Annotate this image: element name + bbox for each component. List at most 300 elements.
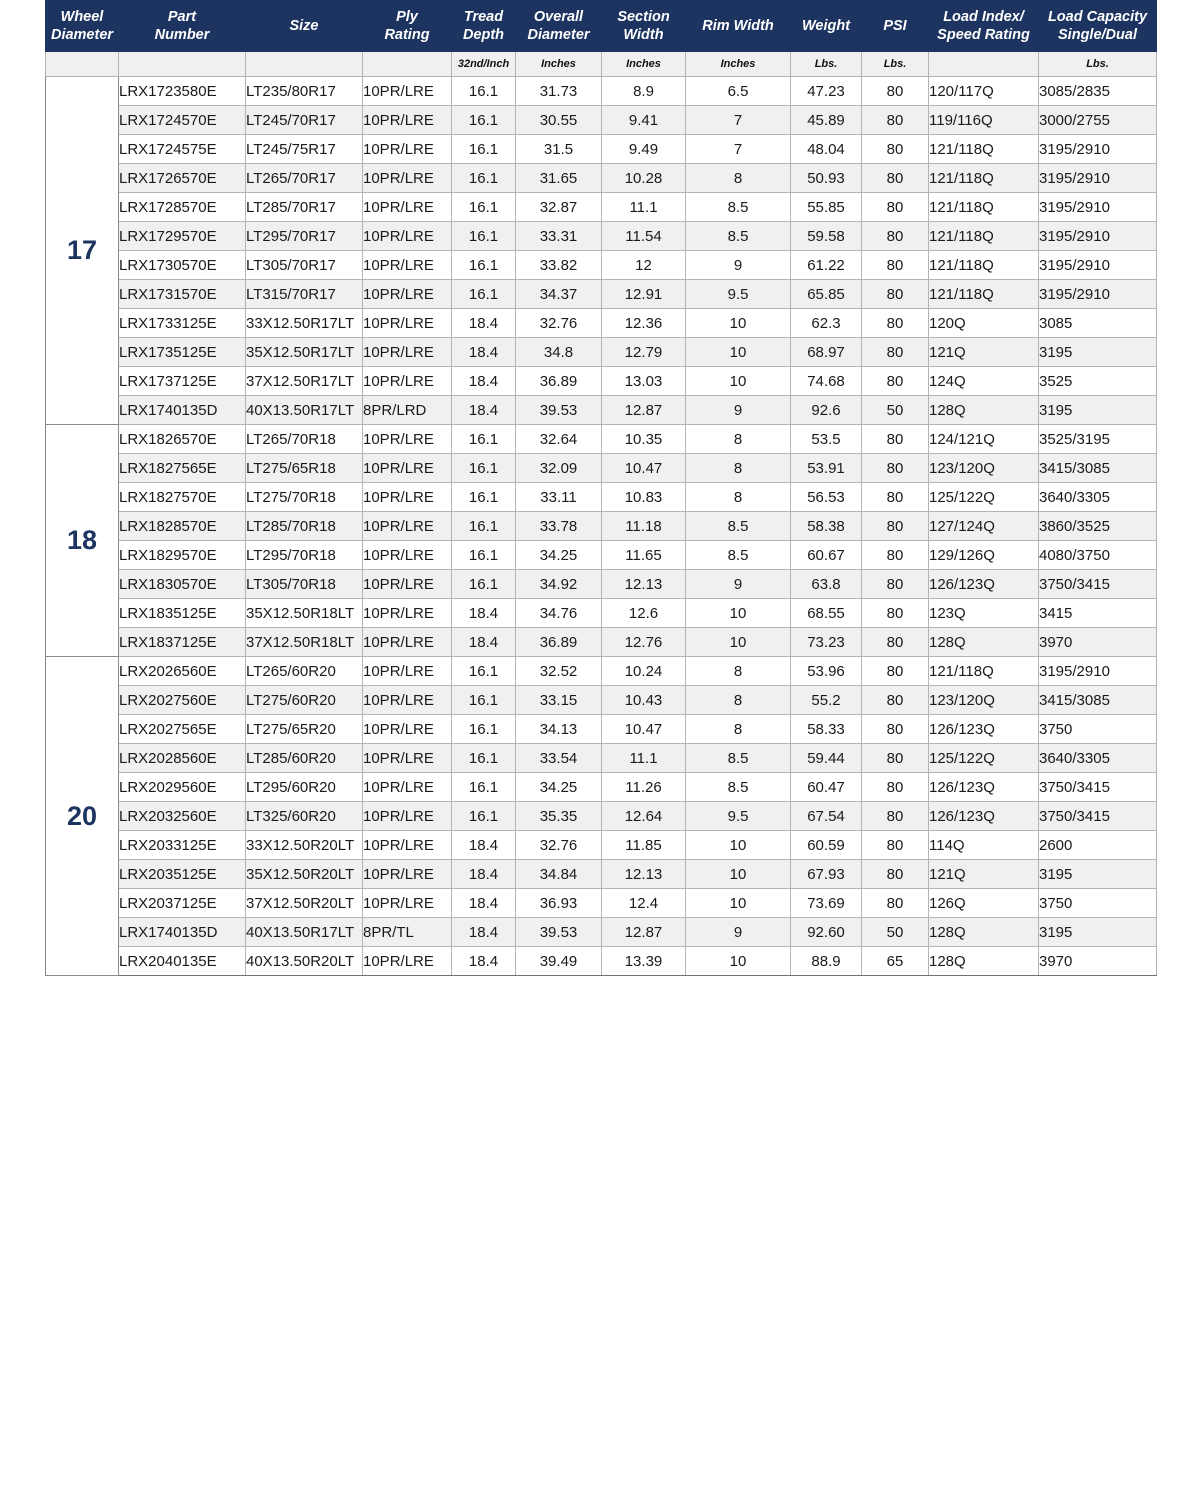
table-row bbox=[46, 512, 1157, 541]
cell-rim-width: 8.5 bbox=[686, 541, 791, 570]
cell-ply-rating: 10PR/LRE bbox=[363, 251, 452, 280]
cell-part-number: LRX1729570E bbox=[119, 222, 246, 251]
cell-size: 40X13.50R20LT bbox=[246, 947, 363, 976]
cell-overall-diameter: 31.73 bbox=[516, 77, 602, 106]
cell-weight: 73.69 bbox=[791, 889, 862, 918]
cell-ply-rating: 10PR/LRE bbox=[363, 280, 452, 309]
cell-size: 40X13.50R17LT bbox=[246, 396, 363, 425]
table-row bbox=[46, 77, 1157, 106]
cell-ply-rating: 8PR/TL bbox=[363, 918, 452, 947]
cell-part-number: LRX1737125E bbox=[119, 367, 246, 396]
cell-weight: 59.44 bbox=[791, 744, 862, 773]
cell-ply-rating: 10PR/LRE bbox=[363, 686, 452, 715]
cell-tread-depth: 18.4 bbox=[452, 918, 516, 947]
cell-psi: 80 bbox=[862, 860, 929, 889]
cell-weight: 53.5 bbox=[791, 425, 862, 454]
cell-size: LT285/70R17 bbox=[246, 193, 363, 222]
cell-load-capacity: 3415/3085 bbox=[1039, 686, 1157, 715]
cell-load-capacity: 3640/3305 bbox=[1039, 744, 1157, 773]
cell-psi: 80 bbox=[862, 802, 929, 831]
cell-load-index: 120Q bbox=[929, 309, 1039, 338]
col-header-overall-diameter: Overall Diameter bbox=[516, 1, 602, 52]
cell-section-width: 12.6 bbox=[602, 599, 686, 628]
cell-tread-depth: 18.4 bbox=[452, 889, 516, 918]
cell-tread-depth: 16.1 bbox=[452, 570, 516, 599]
cell-load-index: 121/118Q bbox=[929, 657, 1039, 686]
cell-weight: 65.85 bbox=[791, 280, 862, 309]
cell-overall-diameter: 33.15 bbox=[516, 686, 602, 715]
header-row bbox=[46, 1, 1157, 52]
cell-load-capacity: 3195/2910 bbox=[1039, 251, 1157, 280]
cell-overall-diameter: 32.87 bbox=[516, 193, 602, 222]
cell-psi: 80 bbox=[862, 599, 929, 628]
cell-load-index: 121/118Q bbox=[929, 135, 1039, 164]
wheel-diameter-group-label: 17 bbox=[46, 77, 119, 425]
cell-overall-diameter: 32.09 bbox=[516, 454, 602, 483]
cell-ply-rating: 10PR/LRE bbox=[363, 512, 452, 541]
cell-overall-diameter: 39.53 bbox=[516, 396, 602, 425]
cell-part-number: LRX1730570E bbox=[119, 251, 246, 280]
table-row bbox=[46, 106, 1157, 135]
cell-tread-depth: 16.1 bbox=[452, 222, 516, 251]
cell-overall-diameter: 31.65 bbox=[516, 164, 602, 193]
cell-size: LT245/70R17 bbox=[246, 106, 363, 135]
cell-psi: 80 bbox=[862, 889, 929, 918]
cell-load-index: 128Q bbox=[929, 396, 1039, 425]
cell-load-index: 128Q bbox=[929, 628, 1039, 657]
cell-size: LT285/70R18 bbox=[246, 512, 363, 541]
cell-size: LT295/70R17 bbox=[246, 222, 363, 251]
cell-size: LT295/70R18 bbox=[246, 541, 363, 570]
cell-rim-width: 10 bbox=[686, 889, 791, 918]
cell-psi: 80 bbox=[862, 193, 929, 222]
cell-load-index: 126/123Q bbox=[929, 802, 1039, 831]
table-row bbox=[46, 570, 1157, 599]
cell-section-width: 10.28 bbox=[602, 164, 686, 193]
cell-psi: 80 bbox=[862, 280, 929, 309]
table-row bbox=[46, 367, 1157, 396]
cell-ply-rating: 10PR/LRE bbox=[363, 135, 452, 164]
cell-tread-depth: 16.1 bbox=[452, 135, 516, 164]
cell-part-number: LRX1735125E bbox=[119, 338, 246, 367]
cell-section-width: 11.18 bbox=[602, 512, 686, 541]
cell-section-width: 12.64 bbox=[602, 802, 686, 831]
cell-psi: 80 bbox=[862, 541, 929, 570]
cell-tread-depth: 16.1 bbox=[452, 425, 516, 454]
cell-load-capacity: 3860/3525 bbox=[1039, 512, 1157, 541]
cell-rim-width: 9 bbox=[686, 396, 791, 425]
cell-load-index: 120/117Q bbox=[929, 77, 1039, 106]
cell-tread-depth: 18.4 bbox=[452, 309, 516, 338]
table-row bbox=[46, 889, 1157, 918]
cell-size: 33X12.50R20LT bbox=[246, 831, 363, 860]
cell-psi: 80 bbox=[862, 367, 929, 396]
tire-spec-table bbox=[45, 0, 1157, 976]
cell-load-capacity: 3195 bbox=[1039, 338, 1157, 367]
cell-load-index: 128Q bbox=[929, 947, 1039, 976]
cell-rim-width: 10 bbox=[686, 599, 791, 628]
cell-weight: 58.38 bbox=[791, 512, 862, 541]
cell-overall-diameter: 33.11 bbox=[516, 483, 602, 512]
unit-cell: Lbs. bbox=[862, 52, 929, 77]
cell-part-number: LRX1829570E bbox=[119, 541, 246, 570]
cell-weight: 53.96 bbox=[791, 657, 862, 686]
cell-part-number: LRX2033125E bbox=[119, 831, 246, 860]
cell-overall-diameter: 34.25 bbox=[516, 773, 602, 802]
cell-part-number: LRX1733125E bbox=[119, 309, 246, 338]
cell-tread-depth: 18.4 bbox=[452, 947, 516, 976]
cell-load-capacity: 2600 bbox=[1039, 831, 1157, 860]
cell-tread-depth: 16.1 bbox=[452, 802, 516, 831]
cell-overall-diameter: 34.76 bbox=[516, 599, 602, 628]
cell-size: LT305/70R17 bbox=[246, 251, 363, 280]
cell-tread-depth: 18.4 bbox=[452, 628, 516, 657]
cell-weight: 56.53 bbox=[791, 483, 862, 512]
cell-part-number: LRX1724570E bbox=[119, 106, 246, 135]
cell-ply-rating: 10PR/LRE bbox=[363, 599, 452, 628]
cell-tread-depth: 18.4 bbox=[452, 338, 516, 367]
table-row bbox=[46, 831, 1157, 860]
cell-overall-diameter: 39.49 bbox=[516, 947, 602, 976]
cell-overall-diameter: 34.13 bbox=[516, 715, 602, 744]
cell-load-capacity: 3750 bbox=[1039, 889, 1157, 918]
cell-rim-width: 9 bbox=[686, 570, 791, 599]
cell-rim-width: 10 bbox=[686, 338, 791, 367]
col-header-load-capacity: Load Capacity Single/Dual bbox=[1039, 1, 1157, 52]
col-header-size: Size bbox=[246, 1, 363, 52]
cell-rim-width: 9 bbox=[686, 251, 791, 280]
cell-psi: 80 bbox=[862, 164, 929, 193]
cell-load-index: 126/123Q bbox=[929, 570, 1039, 599]
unit-cell: Lbs. bbox=[1039, 52, 1157, 77]
cell-rim-width: 8 bbox=[686, 715, 791, 744]
cell-overall-diameter: 32.76 bbox=[516, 309, 602, 338]
cell-section-width: 11.26 bbox=[602, 773, 686, 802]
cell-overall-diameter: 32.76 bbox=[516, 831, 602, 860]
cell-weight: 53.91 bbox=[791, 454, 862, 483]
cell-section-width: 12.4 bbox=[602, 889, 686, 918]
cell-size: LT265/60R20 bbox=[246, 657, 363, 686]
col-header-ply-rating: Ply Rating bbox=[363, 1, 452, 52]
cell-load-capacity: 3195 bbox=[1039, 918, 1157, 947]
cell-part-number: LRX1740135D bbox=[119, 918, 246, 947]
cell-overall-diameter: 34.37 bbox=[516, 280, 602, 309]
cell-psi: 80 bbox=[862, 715, 929, 744]
cell-part-number: LRX1728570E bbox=[119, 193, 246, 222]
cell-part-number: LRX1827565E bbox=[119, 454, 246, 483]
cell-weight: 67.54 bbox=[791, 802, 862, 831]
cell-part-number: LRX2028560E bbox=[119, 744, 246, 773]
cell-load-capacity: 3195 bbox=[1039, 860, 1157, 889]
cell-tread-depth: 16.1 bbox=[452, 164, 516, 193]
unit-cell bbox=[363, 52, 452, 77]
unit-cell: Inches bbox=[516, 52, 602, 77]
cell-rim-width: 10 bbox=[686, 860, 791, 889]
cell-load-index: 121/118Q bbox=[929, 280, 1039, 309]
cell-load-index: 126/123Q bbox=[929, 773, 1039, 802]
cell-size: LT275/70R18 bbox=[246, 483, 363, 512]
cell-psi: 80 bbox=[862, 454, 929, 483]
cell-load-capacity: 3195/2910 bbox=[1039, 164, 1157, 193]
cell-part-number: LRX2032560E bbox=[119, 802, 246, 831]
table-row bbox=[46, 425, 1157, 454]
cell-ply-rating: 10PR/LRE bbox=[363, 164, 452, 193]
cell-weight: 63.8 bbox=[791, 570, 862, 599]
cell-rim-width: 9.5 bbox=[686, 802, 791, 831]
cell-ply-rating: 10PR/LRE bbox=[363, 338, 452, 367]
cell-section-width: 11.65 bbox=[602, 541, 686, 570]
cell-ply-rating: 10PR/LRE bbox=[363, 483, 452, 512]
unit-cell bbox=[46, 52, 119, 77]
cell-tread-depth: 16.1 bbox=[452, 483, 516, 512]
unit-cell bbox=[929, 52, 1039, 77]
table-row bbox=[46, 541, 1157, 570]
cell-tread-depth: 16.1 bbox=[452, 512, 516, 541]
cell-tread-depth: 18.4 bbox=[452, 860, 516, 889]
cell-psi: 80 bbox=[862, 77, 929, 106]
cell-section-width: 12.13 bbox=[602, 570, 686, 599]
cell-section-width: 11.1 bbox=[602, 193, 686, 222]
cell-load-capacity: 3970 bbox=[1039, 628, 1157, 657]
cell-weight: 45.89 bbox=[791, 106, 862, 135]
cell-load-capacity: 3195 bbox=[1039, 396, 1157, 425]
cell-ply-rating: 10PR/LRE bbox=[363, 425, 452, 454]
cell-tread-depth: 16.1 bbox=[452, 454, 516, 483]
cell-overall-diameter: 33.54 bbox=[516, 744, 602, 773]
cell-overall-diameter: 39.53 bbox=[516, 918, 602, 947]
units-row bbox=[46, 52, 1157, 77]
cell-load-index: 121Q bbox=[929, 860, 1039, 889]
cell-psi: 80 bbox=[862, 744, 929, 773]
cell-load-index: 123/120Q bbox=[929, 686, 1039, 715]
cell-part-number: LRX1830570E bbox=[119, 570, 246, 599]
cell-rim-width: 8.5 bbox=[686, 222, 791, 251]
cell-tread-depth: 16.1 bbox=[452, 773, 516, 802]
cell-load-index: 121/118Q bbox=[929, 251, 1039, 280]
cell-overall-diameter: 33.78 bbox=[516, 512, 602, 541]
cell-part-number: LRX2027565E bbox=[119, 715, 246, 744]
table-body bbox=[46, 77, 1157, 976]
cell-section-width: 10.24 bbox=[602, 657, 686, 686]
cell-part-number: LRX1828570E bbox=[119, 512, 246, 541]
cell-weight: 68.97 bbox=[791, 338, 862, 367]
table-row bbox=[46, 744, 1157, 773]
cell-section-width: 12.13 bbox=[602, 860, 686, 889]
cell-ply-rating: 10PR/LRE bbox=[363, 628, 452, 657]
unit-cell bbox=[246, 52, 363, 77]
cell-load-index: 127/124Q bbox=[929, 512, 1039, 541]
table-row bbox=[46, 193, 1157, 222]
cell-size: 33X12.50R17LT bbox=[246, 309, 363, 338]
cell-psi: 50 bbox=[862, 396, 929, 425]
cell-part-number: LRX1724575E bbox=[119, 135, 246, 164]
cell-rim-width: 7 bbox=[686, 135, 791, 164]
col-header-rim-width: Rim Width bbox=[686, 1, 791, 52]
cell-rim-width: 9.5 bbox=[686, 280, 791, 309]
table-row bbox=[46, 135, 1157, 164]
cell-tread-depth: 18.4 bbox=[452, 831, 516, 860]
cell-psi: 65 bbox=[862, 947, 929, 976]
cell-load-capacity: 3195/2910 bbox=[1039, 280, 1157, 309]
cell-size: LT275/65R20 bbox=[246, 715, 363, 744]
cell-ply-rating: 10PR/LRE bbox=[363, 309, 452, 338]
table-row bbox=[46, 860, 1157, 889]
table-row bbox=[46, 628, 1157, 657]
cell-ply-rating: 10PR/LRE bbox=[363, 570, 452, 599]
cell-weight: 92.6 bbox=[791, 396, 862, 425]
cell-overall-diameter: 33.82 bbox=[516, 251, 602, 280]
table-row bbox=[46, 599, 1157, 628]
cell-load-capacity: 3640/3305 bbox=[1039, 483, 1157, 512]
table-row bbox=[46, 686, 1157, 715]
cell-ply-rating: 10PR/LRE bbox=[363, 454, 452, 483]
cell-load-capacity: 3085/2835 bbox=[1039, 77, 1157, 106]
cell-load-index: 125/122Q bbox=[929, 744, 1039, 773]
cell-ply-rating: 10PR/LRE bbox=[363, 106, 452, 135]
cell-size: LT265/70R18 bbox=[246, 425, 363, 454]
cell-size: 37X12.50R17LT bbox=[246, 367, 363, 396]
cell-rim-width: 8.5 bbox=[686, 744, 791, 773]
cell-ply-rating: 10PR/LRE bbox=[363, 715, 452, 744]
cell-part-number: LRX2026560E bbox=[119, 657, 246, 686]
cell-weight: 59.58 bbox=[791, 222, 862, 251]
cell-overall-diameter: 36.93 bbox=[516, 889, 602, 918]
cell-psi: 50 bbox=[862, 918, 929, 947]
cell-overall-diameter: 32.64 bbox=[516, 425, 602, 454]
table-row bbox=[46, 396, 1157, 425]
cell-part-number: LRX1731570E bbox=[119, 280, 246, 309]
cell-ply-rating: 10PR/LRE bbox=[363, 860, 452, 889]
cell-ply-rating: 10PR/LRE bbox=[363, 744, 452, 773]
cell-ply-rating: 10PR/LRE bbox=[363, 831, 452, 860]
cell-psi: 80 bbox=[862, 773, 929, 802]
unit-cell: Lbs. bbox=[791, 52, 862, 77]
cell-tread-depth: 18.4 bbox=[452, 599, 516, 628]
cell-load-index: 121/118Q bbox=[929, 193, 1039, 222]
cell-part-number: LRX1827570E bbox=[119, 483, 246, 512]
cell-tread-depth: 16.1 bbox=[452, 744, 516, 773]
cell-size: 35X12.50R20LT bbox=[246, 860, 363, 889]
cell-size: LT245/75R17 bbox=[246, 135, 363, 164]
cell-section-width: 9.49 bbox=[602, 135, 686, 164]
cell-load-capacity: 3750/3415 bbox=[1039, 570, 1157, 599]
cell-load-index: 126Q bbox=[929, 889, 1039, 918]
cell-ply-rating: 10PR/LRE bbox=[363, 802, 452, 831]
unit-cell: Inches bbox=[602, 52, 686, 77]
cell-overall-diameter: 34.25 bbox=[516, 541, 602, 570]
cell-weight: 58.33 bbox=[791, 715, 862, 744]
cell-size: LT265/70R17 bbox=[246, 164, 363, 193]
table-row bbox=[46, 483, 1157, 512]
cell-part-number: LRX2035125E bbox=[119, 860, 246, 889]
cell-section-width: 8.9 bbox=[602, 77, 686, 106]
cell-load-capacity: 3195/2910 bbox=[1039, 657, 1157, 686]
cell-weight: 55.2 bbox=[791, 686, 862, 715]
cell-overall-diameter: 32.52 bbox=[516, 657, 602, 686]
cell-rim-width: 10 bbox=[686, 628, 791, 657]
cell-part-number: LRX2040135E bbox=[119, 947, 246, 976]
cell-rim-width: 10 bbox=[686, 367, 791, 396]
cell-load-index: 125/122Q bbox=[929, 483, 1039, 512]
cell-section-width: 12.36 bbox=[602, 309, 686, 338]
cell-section-width: 12 bbox=[602, 251, 686, 280]
cell-part-number: LRX2027560E bbox=[119, 686, 246, 715]
cell-psi: 80 bbox=[862, 570, 929, 599]
cell-tread-depth: 18.4 bbox=[452, 367, 516, 396]
cell-load-index: 114Q bbox=[929, 831, 1039, 860]
cell-weight: 92.60 bbox=[791, 918, 862, 947]
cell-ply-rating: 10PR/LRE bbox=[363, 773, 452, 802]
cell-section-width: 10.83 bbox=[602, 483, 686, 512]
wheel-diameter-group-label: 20 bbox=[46, 657, 119, 976]
cell-overall-diameter: 30.55 bbox=[516, 106, 602, 135]
cell-tread-depth: 16.1 bbox=[452, 541, 516, 570]
cell-load-capacity: 3750/3415 bbox=[1039, 773, 1157, 802]
cell-rim-width: 8.5 bbox=[686, 773, 791, 802]
cell-load-capacity: 3195/2910 bbox=[1039, 222, 1157, 251]
cell-overall-diameter: 34.92 bbox=[516, 570, 602, 599]
cell-load-capacity: 3750/3415 bbox=[1039, 802, 1157, 831]
table-row bbox=[46, 947, 1157, 976]
cell-load-capacity: 3750 bbox=[1039, 715, 1157, 744]
cell-ply-rating: 10PR/LRE bbox=[363, 889, 452, 918]
cell-section-width: 11.85 bbox=[602, 831, 686, 860]
cell-size: LT275/65R18 bbox=[246, 454, 363, 483]
table-row bbox=[46, 164, 1157, 193]
cell-weight: 73.23 bbox=[791, 628, 862, 657]
cell-section-width: 12.87 bbox=[602, 918, 686, 947]
cell-section-width: 12.79 bbox=[602, 338, 686, 367]
cell-section-width: 12.87 bbox=[602, 396, 686, 425]
cell-weight: 68.55 bbox=[791, 599, 862, 628]
cell-psi: 80 bbox=[862, 251, 929, 280]
wheel-diameter-group-label: 18 bbox=[46, 425, 119, 657]
cell-load-capacity: 3415/3085 bbox=[1039, 454, 1157, 483]
col-header-weight: Weight bbox=[791, 1, 862, 52]
table-row bbox=[46, 338, 1157, 367]
cell-psi: 80 bbox=[862, 686, 929, 715]
cell-size: 40X13.50R17LT bbox=[246, 918, 363, 947]
cell-weight: 67.93 bbox=[791, 860, 862, 889]
cell-load-index: 124/121Q bbox=[929, 425, 1039, 454]
cell-ply-rating: 10PR/LRE bbox=[363, 222, 452, 251]
cell-size: LT325/60R20 bbox=[246, 802, 363, 831]
cell-rim-width: 8 bbox=[686, 425, 791, 454]
cell-overall-diameter: 33.31 bbox=[516, 222, 602, 251]
cell-ply-rating: 10PR/LRE bbox=[363, 193, 452, 222]
cell-load-capacity: 3195/2910 bbox=[1039, 135, 1157, 164]
table-row bbox=[46, 222, 1157, 251]
cell-weight: 88.9 bbox=[791, 947, 862, 976]
cell-psi: 80 bbox=[862, 425, 929, 454]
cell-overall-diameter: 31.5 bbox=[516, 135, 602, 164]
cell-overall-diameter: 36.89 bbox=[516, 628, 602, 657]
cell-size: 37X12.50R20LT bbox=[246, 889, 363, 918]
cell-tread-depth: 16.1 bbox=[452, 657, 516, 686]
table-row bbox=[46, 657, 1157, 686]
col-header-section-width: Section Width bbox=[602, 1, 686, 52]
cell-size: LT305/70R18 bbox=[246, 570, 363, 599]
table-row bbox=[46, 454, 1157, 483]
cell-size: LT285/60R20 bbox=[246, 744, 363, 773]
cell-weight: 60.47 bbox=[791, 773, 862, 802]
cell-psi: 80 bbox=[862, 222, 929, 251]
cell-rim-width: 7 bbox=[686, 106, 791, 135]
unit-cell bbox=[119, 52, 246, 77]
cell-load-index: 126/123Q bbox=[929, 715, 1039, 744]
cell-size: LT235/80R17 bbox=[246, 77, 363, 106]
cell-psi: 80 bbox=[862, 483, 929, 512]
